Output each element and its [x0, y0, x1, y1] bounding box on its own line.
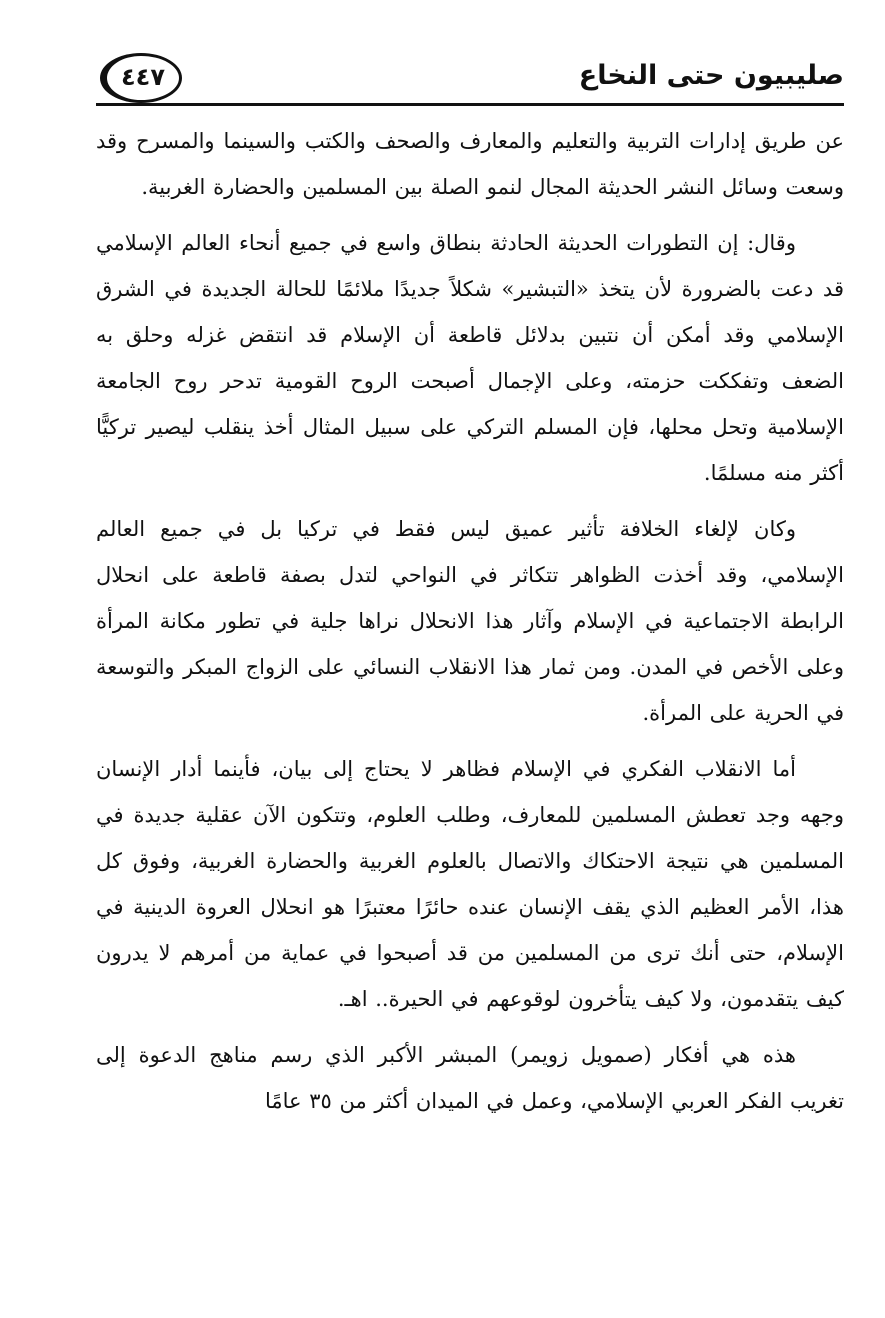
paragraph: أما الانقلاب الفكري في الإسلام فظاهر لا يحتاج إلى بيان، فأينما أدار الإنسان وجهه وجد تعطش المسلمين للمعارف، وطلب العلوم، وتتكون الآن عقلية جديدة في المسلمين هي نتيجة الاحتكاك والاتصال بالعلوم الغربية والحضارة الغربية، وفوق كل هذا، الأمر العظيم الذي يقف الإنسان عنده حائرًا معتبرًا هو انحلال العروة الدينية في الإسلام، حتى أنك ترى من المسلمين من قد أصبحوا في عماية من أمرهم لا يدرون كيف يتقدمون، ولا كيف يتأخرون لوقوعهم في الحيرة.. اهـ. — [96, 757, 844, 1011]
page-number: ٤٤٧ — [100, 53, 182, 103]
running-title: صليبيون حتى النخاع — [578, 60, 844, 91]
body-text — [96, 118, 844, 1134]
paragraph: وكان لإلغاء الخلافة تأثير عميق ليس فقط في تركيا بل في جميع العالم الإسلامي، وقد أخذت الظواهر تتكاثر في النواحي لتدل بصفة قاطعة على انحلال الرابطة الاجتماعية في الإسلام وآثار هذا الانحلال نراها جلية في تطور مكانة المرأة وعلى الأخص في المدن. ومن ثمار هذا الانقلاب النسائي على الزواج المبكر والتوسعة في الحرية على المرأة. — [96, 517, 844, 725]
paragraph: هذه هي أفكار (صمويل زويمر) المبشر الأكبر الذي رسم مناهج الدعوة إلى تغريب الفكر العربي الإسلامي، وعمل في الميدان أكثر من ٣٥ عامًا — [96, 1043, 844, 1113]
header-rule — [96, 103, 844, 106]
page-header — [96, 50, 844, 110]
paragraph: وقال: إن التطورات الحديثة الحادثة بنطاق واسع في جميع أنحاء العالم الإسلامي قد دعت بالضرورة لأن يتخذ «التبشير» شكلاً جديدًا ملائمًا للحالة الجديدة في الشرق الإسلامي وقد أمكن أن نتبين بدلائل قاطعة أن الإسلام قد انتقض غزله وحلق به الضعف وتفككت حزمته، وعلى الإجمال أصبحت الروح القومية تدحر روح الجامعة الإسلامية وتحل محلها، فإن المسلم التركي على سبيل المثال أخذ ينقلب ليصير تركيًّا أكثر منه مسلمًا. — [96, 231, 844, 485]
paragraph: عن طريق إدارات التربية والتعليم والمعارف والصحف والكتب والسينما والمسرح وقد وسعت وسائل النشر الحديثة المجال لنمو الصلة بين المسلمين والحضارة الغربية. — [96, 129, 844, 199]
